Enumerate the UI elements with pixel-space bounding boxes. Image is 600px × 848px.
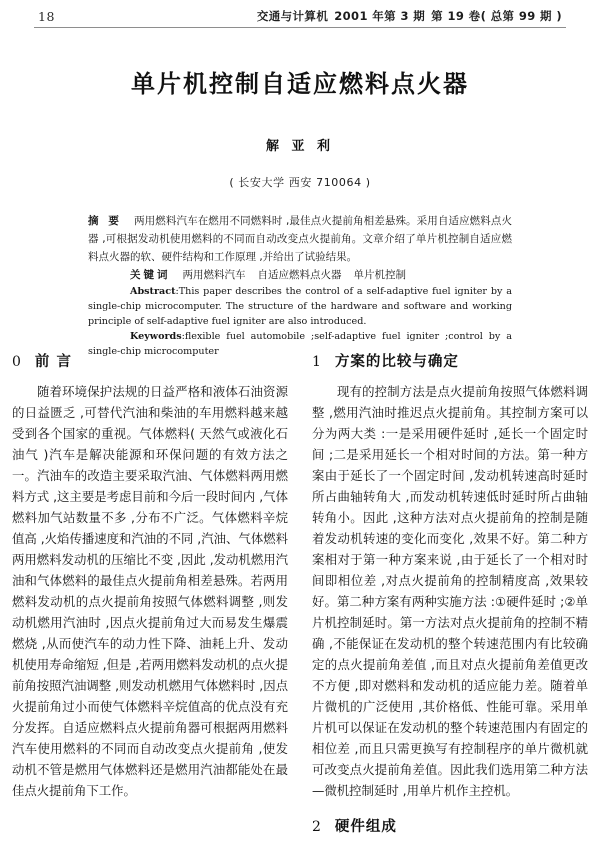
section-title-2: 硬件组成	[334, 819, 397, 835]
journal-name: 交通与计算机	[256, 9, 329, 23]
keywords-en-separator: :	[181, 331, 185, 342]
section-1-paragraph-1: 现有的控制方法是点火提前角按照气体燃料调整 ,燃用汽油时推迟点火提前角。其控制方案可以分为两大类 :一是采用硬件延时 ,延长一个固定时间 ;二是采用延长一个相对时间的方法。第一种方案由于延长了一个固定时间 ,发动机转速高时延时所占曲轴转角大 ,而发动机转速低时延时所占曲轴转角小。因此 ,这种方法对点火提前角的控制是随着发动机转速的变化而变化 ,效果不好。第二种方案相对于第一种方案来说 ,由于延长了一个相对时间即相位差 ,对点火提前角的控制精度高 ,效果较好。第二种方案有两种实施方法 :①硬件延时 ;②单片机控制延时。第一方法对点火提前角的控制不精确 ,不能保证在发动机的整个转速范围内有比较确定的点火提前角差值 ,而且对点火提前角差值更改不方便 ,即对燃料和发动机的适应能力差。随着单片微机的广泛使用 ,其价格低、性能可靠。采用单片机可以保证在发动机的整个转速范围内有固定的相位差 ,而且只需更换写有控制程序的单片微机就可改变点火提前角差值。因此我们选用第二种方法—微机控制延时 ,用单片机作主控机。	[312, 384, 588, 798]
keyword-cn-2: 自适应燃料点火器	[257, 269, 342, 281]
journal-volume: 第 19 卷( 总第 99 期 )	[431, 9, 562, 23]
abstract-cn	[88, 212, 512, 266]
keywords-cn-label: 关键词	[130, 269, 171, 281]
abstract-cn-text: 两用燃料汽车在燃用不同燃料时 ,最佳点火提前角相差悬殊。采用自适应燃料点火器 ,可根据发动机使用燃料的不同而自动改变点火提前角。文章介绍了单片机控制自适应燃料点火器的软、硬件结构和工作原理 ,并给出了试验结果。	[88, 215, 512, 263]
page-title: 单片机控制自适应燃料点火器	[131, 70, 469, 98]
column-right	[312, 350, 588, 846]
section-heading-2	[312, 815, 588, 836]
abstract-block	[88, 212, 512, 359]
running-head	[0, 0, 600, 27]
header-divider	[34, 27, 566, 28]
abstract-cn-label: 摘 要	[88, 215, 122, 227]
section-number-1: 1	[312, 354, 321, 370]
section-number-2: 2	[312, 819, 321, 835]
column-left	[12, 350, 288, 846]
author-affiliation: ( 长安大学 西安 710064 )	[229, 176, 371, 189]
page-number: 18	[38, 9, 55, 24]
section-title-0: 前 言	[34, 354, 72, 370]
keyword-cn-1: 两用燃料汽车	[182, 269, 246, 281]
keywords-en-text: flexible fuel automobile ;self-adaptive fuel igniter ;control by a single-chip microcomputer	[88, 331, 512, 357]
section-0-paragraph-1: 随着环境保护法规的日益严格和液体石油资源的日益匮乏 ,可替代汽油和柴油的车用燃料越来越受到各个国家的重视。气体燃料( 天然气或液化石油气 )汽车是解决能源和环保问题的有效方法之一。汽油车的改造主要采取汽油、气体燃料两用燃料方式 ,这主要是考虑目前和今后一段时间内 ,气体燃料加气站数量不多 ,分布不广泛。气体燃料辛烷值高 ,火焰传播速度和汽油的不同 ,汽油、气体燃料两用燃料发动机的压缩比不变 ,因此 ,发动机燃用汽油和气体燃料的最佳点火提前角相差悬殊。若两用燃料发动机的点火提前角按照气体燃料调整 ,则发动机燃用汽油时 ,因点火提前角过大而易发生爆震燃烧 ,从而使汽车的动力性下降、油耗上升、发动机使用寿命缩短 ,但是 ,若两用燃料发动机的点火提前角按照汽油调整 ,则发动机燃用气体燃料时 ,因点火提前角过小而使气体燃料辛烷值高的优点没有充分发挥。自适应燃料点火提前角器可根据两用燃料汽车使用燃料的不同而自动改变点火提前角 ,使发动机不管是燃用气体燃料还是燃用汽油都能处在最佳点火提前角下工作。	[12, 384, 288, 798]
abstract-en-separator: :	[175, 286, 179, 297]
abstract-en	[88, 284, 512, 329]
body-columns	[0, 350, 600, 846]
journal-issue: 2001 年第 3 期	[334, 9, 426, 23]
section-title-1: 方案的比较与确定	[334, 354, 459, 370]
keywords-en-label: Keywords	[130, 331, 182, 342]
author-name: 解 亚 利	[265, 139, 335, 154]
section-number-0: 0	[12, 354, 21, 370]
section-heading-0	[12, 350, 288, 371]
journal-info	[257, 8, 562, 24]
abstract-en-label: Abstract	[130, 286, 176, 297]
keywords-cn	[88, 266, 512, 284]
section-heading-1	[312, 350, 588, 371]
abstract-en-text: This paper describes the control of a self-adaptive fuel igniter by a single-chip microcomputer. The structure of the hardware and software and working principle of self-adaptive fuel igniter are also introduced.	[88, 286, 512, 327]
keyword-cn-3: 单片机控制	[353, 269, 406, 281]
